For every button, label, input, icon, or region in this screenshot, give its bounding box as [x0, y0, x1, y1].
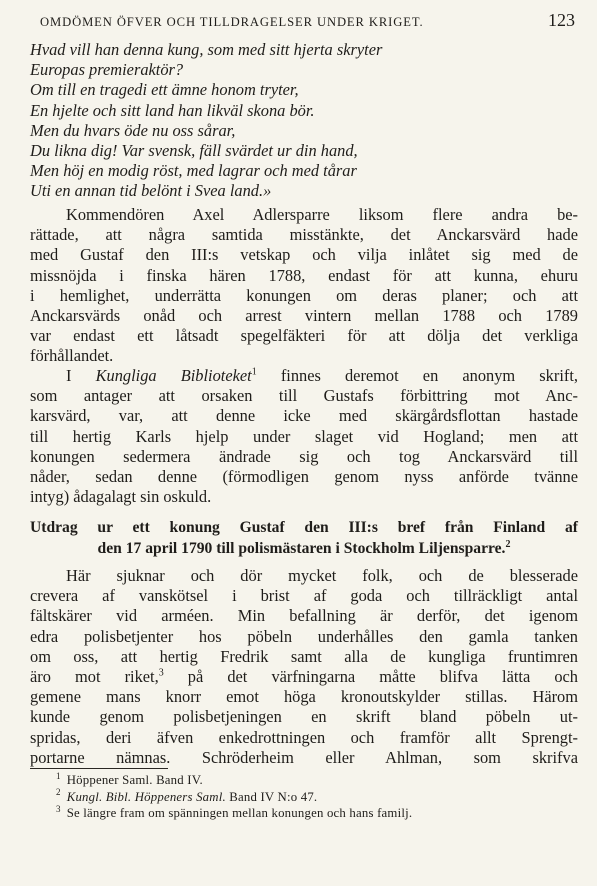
footnote-ref: 1	[251, 366, 257, 378]
heading-line	[30, 538, 578, 559]
paragraph-adlersparre	[30, 205, 578, 367]
footnote-ref: 2	[505, 538, 511, 550]
heading-line: Utdrag ur ett konung Gustaf den III:s bref från Finland af	[30, 519, 578, 536]
footnote-mark: 3	[56, 803, 61, 814]
text-fragment: äro mot riket,	[30, 667, 159, 687]
text-line: karsvärd, var, att denne icke med skärgårdsflottan hastade	[30, 406, 578, 426]
text-line: rättade, att några samtida misstänkte, det Anckarsvärd hade	[30, 225, 578, 245]
poem-line: Europas premieraktör?	[30, 60, 184, 80]
poem-line: Du likna dig! Var svensk, fäll svärdet ur din hand,	[30, 141, 358, 161]
poem-line: Men höj en modig röst, med lagrar och med tårar	[30, 161, 357, 181]
text-line: kunde genom polisbetjeningen en skrift bland pöbeln ut-	[30, 707, 578, 727]
running-title: OMDÖMEN ÖFVER OCH TILLDRAGELSER UNDER KRIGET.	[40, 15, 424, 29]
text-line: Anckarsvärds onåd och arrest vintern mellan 1788 och 1789	[30, 306, 578, 326]
text-line: intyg) ådagalagt sin oskuld.	[30, 487, 212, 507]
text-line	[30, 366, 578, 386]
text-fragment: på det värfningarna måtte blifva lätta och	[163, 667, 578, 687]
footnote-divider	[30, 768, 168, 769]
text-fragment: I	[66, 366, 96, 385]
text-line	[30, 667, 578, 687]
footnote-ref: 3	[158, 667, 164, 679]
text-line: nåder, sedan denne (förmodligen genom nyss anförde tvänne	[30, 467, 578, 487]
footnote-text: Höppener Saml. Band IV.	[66, 773, 203, 787]
text-line: konungen sedermera ändrade sig och tog Anckarsvärd till	[30, 446, 578, 466]
text-line: Kommendören Axel Adlersparre liksom flere andra be-	[66, 205, 578, 224]
footnote-source: Kungl. Bibl. Höppeners Saml.	[66, 789, 226, 804]
text-line: i hemlighet, underrätta konungen om deras planer; och att	[30, 285, 578, 305]
poem-stanza	[30, 40, 590, 202]
poem-line: Men du hvars öde nu oss sårar,	[30, 120, 236, 140]
text-line: förhållandet.	[30, 346, 114, 366]
text-line: spridas, deri äfven enkedrottningen och framför allt Sprengt-	[30, 727, 578, 747]
footnote	[56, 805, 576, 822]
text-line: som antager att orsaken till Gustafs förbittring mot Anc-	[30, 386, 578, 406]
text-line: fältskärer vid arméen. Min befallning är derför, det igenom	[30, 606, 578, 626]
footnotes	[56, 772, 576, 822]
poem-line: Om till en tragedi ett ämne honom tryter,	[30, 80, 299, 100]
page-number: 123	[548, 10, 575, 30]
text-fragment: finnes deremot en anonym skrift,	[256, 366, 578, 385]
paragraph-letter	[30, 566, 578, 768]
footnote-text: Se längre fram om spänningen mellan konungen och hans familj.	[66, 806, 413, 820]
text-line: missnöjda i finska hären 1788, endast för att kunna, ehuru	[30, 265, 578, 285]
paragraph-kungliga-biblioteket	[30, 366, 578, 507]
footnote-text: Band IV N:o 47.	[225, 789, 318, 804]
library-title: Kungliga Biblioteket	[95, 366, 252, 385]
text-line: till hertig Karls hjelp under slaget vid Hogland; men att	[30, 426, 578, 446]
footnote	[56, 772, 576, 789]
text-line: portarne nämnas. Schröderheim eller Ahlman, som skrifva	[30, 747, 578, 767]
poem-line: Hvad vill han denna kung, som med sitt hjerta skryter	[30, 40, 383, 59]
text-line: med Gustaf den III:s vetskap och vilja inlåtet sig med de	[30, 245, 578, 265]
text-fragment: den 17 april 1790 till polismästaren i Stockholm Liljensparre.	[97, 540, 506, 557]
footnote-mark: 2	[56, 787, 61, 798]
section-heading	[30, 517, 578, 559]
footnote-mark: 1	[56, 770, 61, 781]
text-line: Här sjuknar och dör mycket folk, och de blesserade	[66, 566, 578, 585]
running-header	[40, 10, 575, 31]
text-line: var endast ett låtsadt spegelfäkteri för att dölja det verkliga	[30, 326, 578, 346]
footnote	[56, 789, 576, 806]
poem-line: Uti en annan tid belönt i Svea land.»	[30, 181, 272, 201]
text-line: gemene mans knorr emot höga kronoutskylder stillas. Härom	[30, 687, 578, 707]
text-line: om oss, att hertig Fredrik samt alla de kungliga fruntimren	[30, 646, 578, 666]
poem-line: En hjelte och sitt land han likväl skona bör.	[30, 100, 315, 120]
text-line: edra polisbetjenter hos pöbeln underhålles den gamla tanken	[30, 626, 578, 646]
text-line: crevera af vanskötsel i brist af goda och tillräckligt antal	[30, 586, 578, 606]
